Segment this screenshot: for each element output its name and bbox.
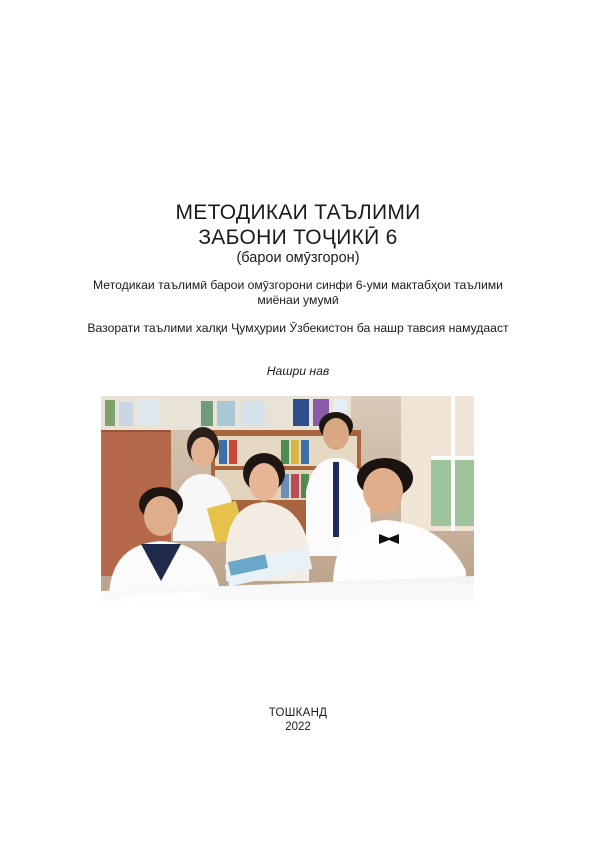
book-description: Методикаи таълимӣ барои омӯзгорони синфи 6-уми мактабҳои таълими миёнаи умумӣ [92,278,503,307]
publisher-city: ТОШКАНД [268,707,328,719]
approval-note: Вазорати таълими халқи Ҷумҳурии Ӯзбекистон ба нашр тавсия намудааст [87,321,509,335]
book-title-line-1: МЕТОДИКАИ ТАЪЛИМИ [175,201,421,224]
publication-year: 2022 [285,721,311,733]
book-title-line-2: ЗАБОНИ ТОҶИКӢ 6 [198,226,398,249]
classroom-photo [101,396,474,611]
cover-photo [101,396,474,611]
edition-note: Нашри нав [266,364,330,378]
book-subtitle: (барои омӯзгорон) [236,250,360,266]
